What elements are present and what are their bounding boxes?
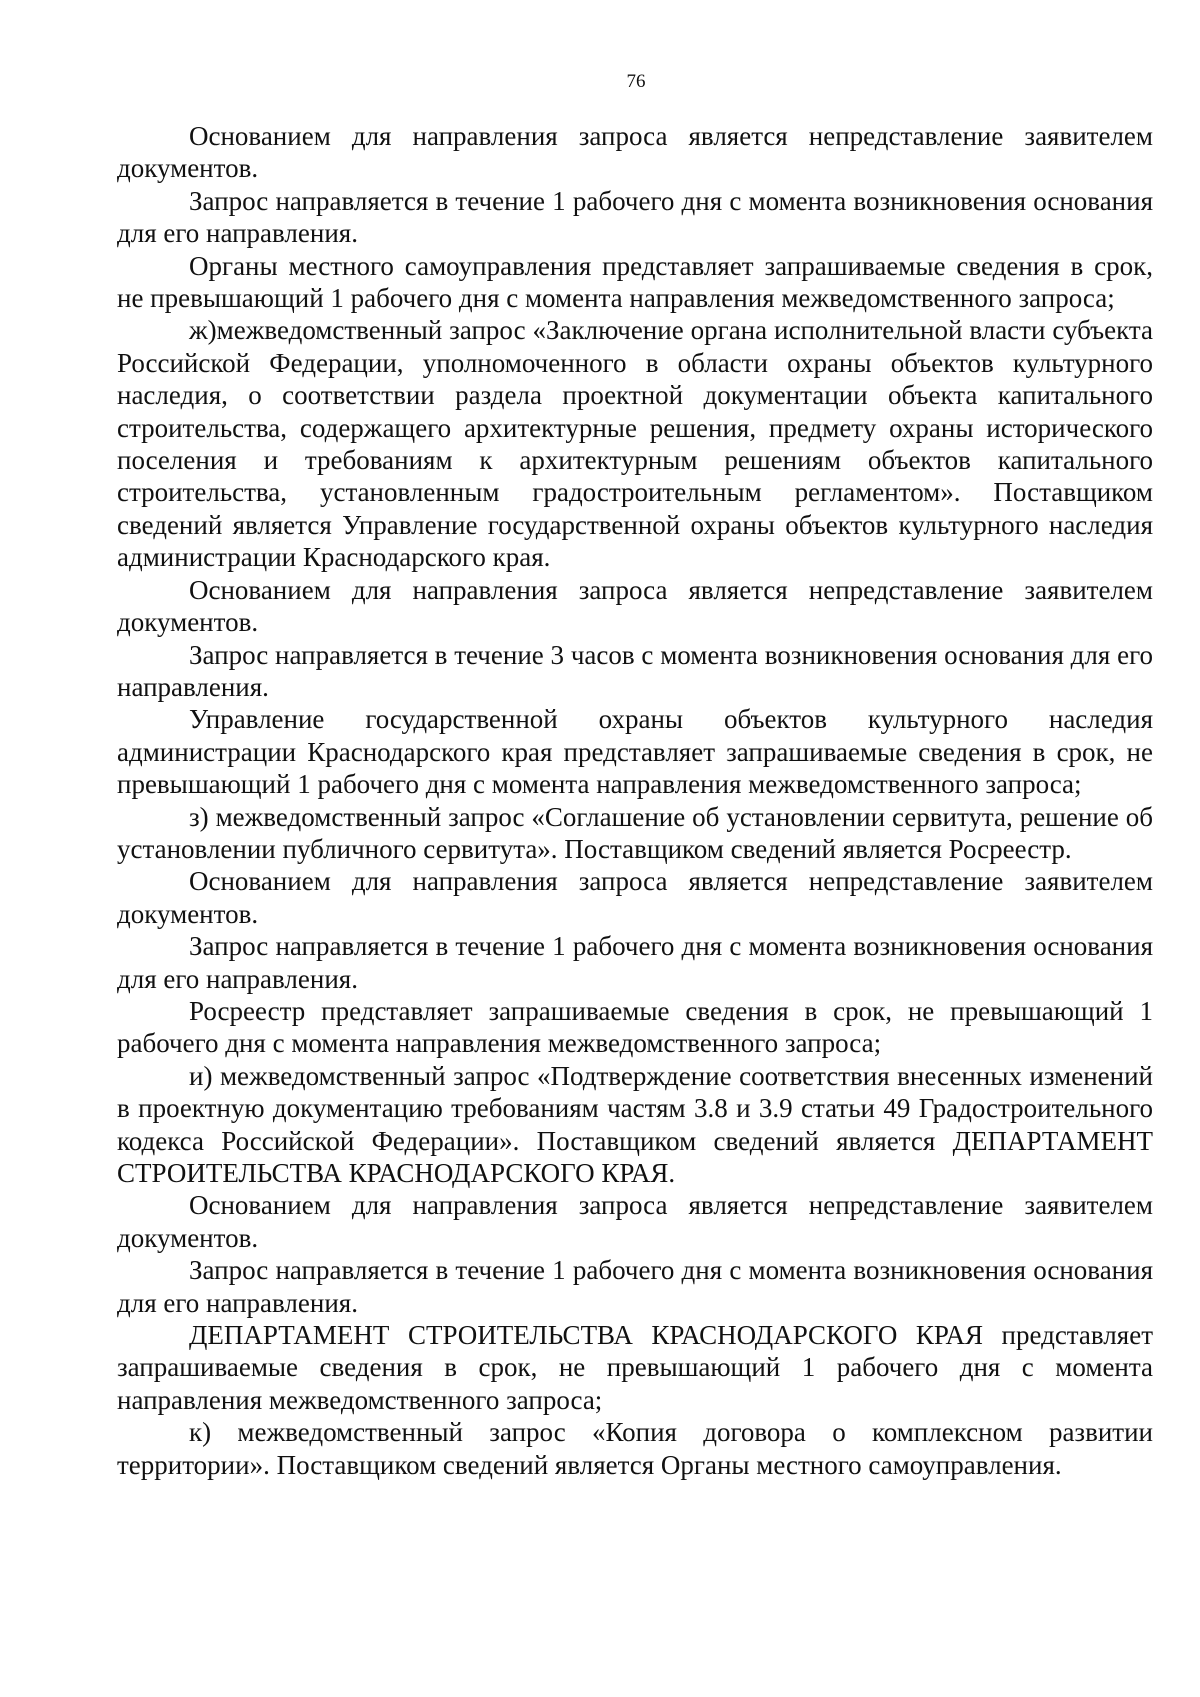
paragraph-basis-request-1: Основанием для направления запроса является непредставление заявителем документов. [117, 121, 1153, 184]
paragraph-item-k: к) межведомственный запрос «Копия договора о комплексном развитии территории». Поставщиком сведений является Органы местного самоуправления. [117, 1417, 1153, 1480]
paragraph-basis-request-4: Основанием для направления запроса является непредставление заявителем документов. [117, 1190, 1153, 1253]
paragraph-basis-request-3: Основанием для направления запроса является непредставление заявителем документов. [117, 866, 1153, 929]
paragraph-heritage-directorate-response: Управление государственной охраны объектов культурного наследия администрации Краснодарского края представляет запрашиваемые сведения в срок, не превышающий 1 рабочего дня с момента направления межведомственного запроса; [117, 704, 1153, 800]
page-number: 76 [626, 71, 646, 92]
paragraph-construction-department-response: ДЕПАРТАМЕНТ СТРОИТЕЛЬСТВА КРАСНОДАРСКОГО КРАЯ представляет запрашиваемые сведения в срок, не превышающий 1 рабочего дня с момента направления межведомственного запроса; [117, 1320, 1153, 1415]
paragraph-request-deadline-4: Запрос направляется в течение 1 рабочего дня с момента возникновения основания для его направления. [117, 1255, 1153, 1318]
paragraph-item-zh: ж)межведомственный запрос «Заключение органа исполнительной власти субъекта Российской Федерации, уполномоченного в области охраны объектов культурного наследия, о соответствии раздела проектной документации объекта капитального строительства, содержащего архитектурные решения, предмету охраны исторического поселения и требованиям к архитектурным решениям объектов капитального строительства, установленным градостроительным регламентом». Поставщиком сведений является Управление государственной охраны объектов культурного наследия администрации Краснодарского края. [117, 315, 1153, 573]
paragraph-request-deadline-2: Запрос направляется в течение 3 часов с момента возникновения основания для его направления. [117, 639, 1153, 702]
paragraph-item-i: и) межведомственный запрос «Подтверждение соответствия внесенных изменений в проектную документацию требованиям частям 3.8 и 3.9 статьи 49 Градостроительного кодекса Российской Федерации». Поставщиком сведений является ДЕПАРТАМЕНТ СТРОИТЕЛЬСТВА КРАСНОДАРСКОГО КРАЯ. [117, 1060, 1153, 1188]
paragraph-request-deadline-3: Запрос направляется в течение 1 рабочего дня с момента возникновения основания для его направления. [117, 931, 1153, 994]
paragraph-basis-request-2: Основанием для направления запроса является непредставление заявителем документов. [117, 574, 1153, 638]
paragraph-local-government-response: Органы местного самоуправления представляет запрашиваемые сведения в срок, не превышающий 1 рабочего дня с момента направления межведомственного запроса; [117, 250, 1153, 314]
document-body [117, 120, 1153, 1481]
paragraph-request-deadline-1: Запрос направляется в течение 1 рабочего дня с момента возникновения основания для его направления. [117, 185, 1153, 249]
paragraph-rosreestr-response: Росреестр представляет запрашиваемые сведения в срок, не превышающий 1 рабочего дня с момента направления межведомственного запроса; [117, 995, 1153, 1059]
paragraph-item-z: з) межведомственный запрос «Соглашение об установлении сервитута, решение об установлении публичного сервитута». Поставщиком сведений является Росреестр. [117, 801, 1153, 864]
